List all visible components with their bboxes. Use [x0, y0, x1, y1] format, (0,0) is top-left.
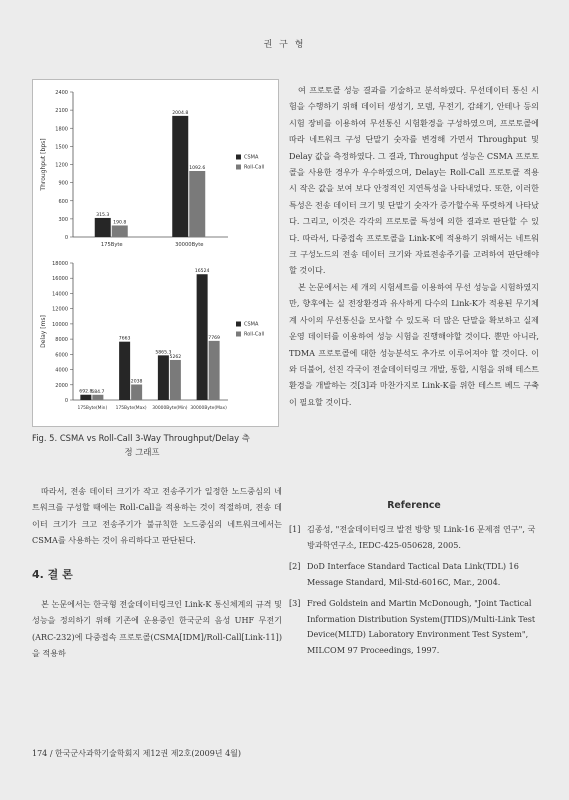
legend-label: Roll-Call	[244, 164, 265, 171]
y-tick-label: 6000	[55, 352, 68, 359]
bar-csma	[158, 355, 169, 400]
y-tick-label: 0	[64, 398, 68, 404]
legend-swatch	[236, 322, 241, 327]
figure-caption	[32, 431, 282, 459]
bar-csma	[95, 218, 111, 237]
data-label: 5262	[169, 354, 182, 360]
figure-caption-line2: 정 그래프	[124, 447, 160, 457]
legend-label: CSMA	[244, 321, 259, 328]
reference-item	[289, 559, 539, 590]
section-heading: 4. 결 론	[32, 568, 73, 581]
reference-text: DoD Interface Standard Tactical Data Link(TDL) 16 Message Standard, Mil-Std-6016C, Mar., 2004.	[307, 561, 519, 587]
bar-roll-call	[170, 360, 181, 400]
reference-text: 김종성, "전술데이터링크 발전 방향 및 Link-16 문제점 연구", 국방과학연구소, IEDC-425-050628, 2005.	[307, 524, 536, 550]
page-footer: 174 / 한국군사과학기술학회지 제12권 제2호(2009년 4월)	[32, 749, 242, 758]
x-tick-label: 175Byte(Max)	[115, 406, 147, 411]
y-tick-label: 2100	[55, 108, 68, 115]
bar-roll-call	[92, 395, 103, 400]
delay-chart	[33, 255, 278, 425]
data-label: 684.7	[91, 389, 105, 395]
x-tick-label: 30000Byte(Max)	[190, 406, 227, 411]
y-tick-label: 10000	[52, 321, 68, 328]
data-label: 7663	[118, 336, 131, 342]
data-label: 692.8	[79, 389, 93, 395]
bar-csma	[119, 342, 130, 400]
right-paragraph-2: 본 논문에서는 세 개의 시험세트를 이용하여 무선 성능을 시험하였지만, 향후에는 실 전장환경과 유사하게 다수의 Link-K가 적용된 무기체계 사이의 무선통신을 모사할 수 있도록 더 많은 단말을 확보하고 실제 운영 데이터를 이용하여 성능 시험을 진행해야할 것이다. 뿐만 아니라, TDMA 프로토콜에 대한 성능분석도 추가로 이루어져야 할 것이다. 이와 더불어, 선진 각국이 전술데이터링크 개발, 통합, 시험을 위해 테스트환경을 개발하는 것[3]과 마찬가지로 Link-K를 위한 테스트 베드 구축이 필요할 것이다.	[289, 281, 539, 407]
data-label: 190.8	[113, 220, 127, 226]
reference-number: [2]	[289, 561, 301, 571]
y-tick-label: 2000	[55, 382, 68, 389]
reference-number: [1]	[289, 524, 301, 534]
y-tick-label: 4000	[55, 367, 68, 374]
bar-roll-call	[189, 171, 205, 237]
data-label: 5865.3	[155, 350, 172, 356]
y-tick-label: 18000	[52, 261, 68, 267]
y-tick-label: 1200	[55, 162, 68, 169]
y-tick-label: 8000	[55, 337, 68, 344]
figure-box	[32, 79, 279, 427]
y-tick-label: 900	[58, 180, 68, 187]
x-tick-label: 30000Byte	[175, 242, 204, 248]
bar-csma	[80, 395, 91, 400]
y-tick-label: 1800	[55, 126, 68, 133]
y-tick-label: 300	[58, 216, 68, 223]
y-tick-label: 12000	[52, 306, 68, 313]
legend-swatch	[236, 155, 241, 160]
data-label: 7769	[208, 335, 220, 341]
throughput-chart	[33, 82, 278, 257]
bar-roll-call	[112, 225, 128, 237]
y-axis-label: Delay [ms]	[40, 315, 47, 348]
y-tick-label: 1500	[55, 144, 68, 151]
x-tick-label: 30000Byte(Min)	[152, 406, 188, 411]
bar-csma	[172, 116, 188, 237]
reference-list	[289, 522, 539, 664]
y-tick-label: 0	[64, 235, 68, 241]
x-tick-label: 175Byte	[100, 242, 123, 248]
legend-swatch	[236, 165, 241, 170]
y-tick-label: 2400	[55, 90, 68, 96]
reference-text: Fred Goldstein and Martin McDonough, "Joint Tactical Information Distribution System(JTIDS)/Multi-Link Test Device(MLTD) Laboratory Environment Test System", MILCOM 97 Proceedings, 1997.	[307, 598, 536, 655]
reference-item	[289, 596, 539, 658]
data-label: 315.3	[96, 212, 110, 218]
right-paragraph-1: 여 프로토콜 성능 결과를 기술하고 분석하였다. 무선데이터 통신 시험을 수행하기 위해 데이터 생성기, 모뎀, 무전기, 감쇄기, 안테나 등의 시험 장비를 이용하여 무선통신 시험환경을 구성하였으며, 프로토콜에 따라 네트워크 구성 단말기 숫자를 변경해 가면서 Throughput 및 Delay 값을 측정하였다. 그 결과, Throughput 성능은 CSMA 프로토콜을 사용한 경우가 우수하였으며, Delay는 Roll-Call 프로토콜 적용시 작은 값을 보여 보다 안정적인 지연특성을 나타내었다. 또한, 이러한 특성은 전송 데이터 크기 및 단말기 숫자가 증가할수록 뚜렷하게 나타났다. 그리고, 이것은 각각의 프로토콜 특성에 의한 결과로 판단할 수 있다. 따라서, 다중접속 프로토콜을 Link-K에 적용하기 위해서는 네트워크 구성노드의 전송 데이터 크기와 자료전송주기를 고려하여 판단해야할 것이다.	[289, 85, 539, 276]
bar-roll-call	[131, 384, 142, 400]
references-title: Reference	[387, 500, 441, 511]
data-label: 2004.8	[172, 110, 189, 116]
y-axis-label: Throughput [bps]	[40, 138, 47, 191]
legend-label: Roll-Call	[244, 331, 265, 338]
data-label: 1092.6	[189, 165, 206, 171]
figure-caption-line1: Fig. 5. CSMA vs Roll-Call 3-Way Throughput/Delay 측	[32, 433, 250, 443]
reference-number: [3]	[289, 598, 301, 608]
data-label: 16524	[194, 269, 210, 275]
reference-item	[289, 522, 539, 553]
data-label: 2038	[130, 379, 143, 385]
left-paragraph-2: 본 논문에서는 한국형 전술데이터링크인 Link-K 통신체계의 규격 및 성능을 정의하기 위해 기존에 운용중인 한국군의 음성 UHF 무전기(ARC-232)에 다중접속 프로토콜(CSMA[IDM]/Roll-Call[Link-11])을 적용하	[32, 599, 282, 659]
running-header: 권 구 형	[263, 40, 306, 50]
bar-csma	[197, 274, 208, 400]
bar-roll-call	[209, 341, 220, 400]
left-paragraph-1: 따라서, 전송 데이터 크기가 작고 전송주기가 일정한 노드중심의 네트워크를 구성할 때에는 Roll-Call을 적용하는 것이 적절하며, 전송 데이터 크기가 크고 전송주기가 불규칙한 노드중심의 네트워크에서는 CSMA를 사용하는 것이 유리하다고 판단된다.	[32, 486, 282, 546]
x-tick-label: 175Byte(Min)	[77, 406, 108, 411]
legend-swatch	[236, 332, 241, 337]
y-tick-label: 600	[58, 198, 68, 205]
y-tick-label: 16000	[52, 276, 68, 283]
legend-label: CSMA	[244, 154, 259, 161]
y-tick-label: 14000	[52, 291, 68, 298]
right-column	[289, 82, 539, 410]
